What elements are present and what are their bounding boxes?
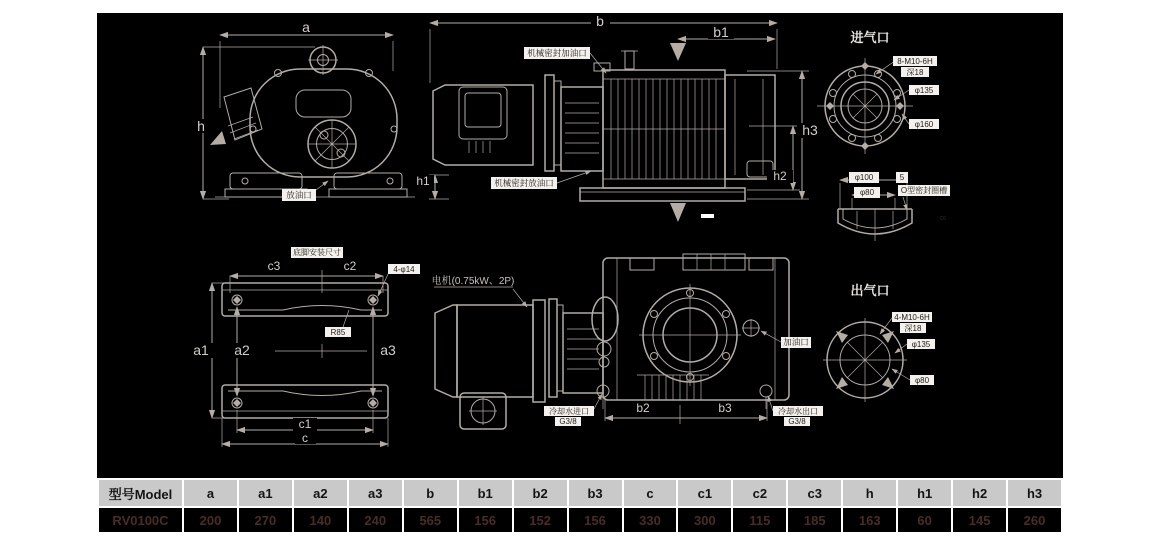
groove-width: 5 [899, 173, 905, 182]
dim-value-h3: 260 [1008, 508, 1061, 532]
col-header-a: a [184, 480, 237, 506]
dim-h-label: h [197, 118, 205, 134]
col-header-h2: h2 [953, 480, 1006, 506]
dim-c3-label: c3 [267, 259, 281, 273]
scale-dash [701, 214, 714, 218]
motor-body [457, 305, 533, 397]
col-header-h3: h3 [1008, 480, 1061, 506]
dim-h1-label: h1 [416, 174, 430, 188]
dim-a3-label: a3 [380, 342, 396, 358]
dim-h2-label: h2 [773, 169, 787, 183]
pump-end-cover [725, 75, 775, 179]
side-view-top [411, 13, 824, 222]
dimension-table [97, 478, 1063, 534]
water-out-label: 冷却水出口 [778, 407, 818, 416]
foot-plate-bottom [222, 385, 388, 418]
bearing-bracket-2 [563, 313, 603, 393]
dim-value-a: 200 [184, 508, 237, 532]
dim-value-a3: 240 [349, 508, 402, 532]
dim-value-c1: 300 [678, 508, 731, 532]
table-data-row [99, 508, 1061, 532]
water-outlet-port [760, 385, 772, 397]
table-header-row [99, 480, 1061, 506]
dim-value-c3: 185 [788, 508, 841, 532]
hole-callout: 4-φ14 [393, 265, 415, 274]
inlet-bolt-callout: 8-M10-6H [897, 57, 933, 66]
dim-c-label: c [302, 431, 308, 445]
dim-b3-label: b3 [718, 401, 732, 415]
flow-arrow [210, 131, 226, 145]
motor-terminal-box [459, 87, 507, 139]
front-view [192, 19, 415, 201]
fill-port-label: 加油口 [783, 337, 809, 347]
water-in-label: 冷却水进口 [549, 407, 589, 416]
dim-c2-label: c2 [343, 259, 357, 273]
dim-b1-label: b1 [713, 24, 729, 40]
col-header-b2: b2 [514, 480, 567, 506]
dim-value-b2: 152 [514, 508, 567, 532]
inlet-depth-callout: 深18 [906, 68, 924, 77]
dim-value-b: 565 [404, 508, 457, 532]
col-header-c3: c3 [788, 480, 841, 506]
col-header-a1: a1 [239, 480, 292, 506]
pump-body-2 [603, 258, 789, 400]
dim-b-label: b [596, 13, 604, 29]
foot-left [230, 173, 302, 189]
seal-fill-label: 机械密封加油口 [527, 48, 587, 58]
section-dia80: φ80 [859, 188, 875, 197]
dim-value-a2: 140 [294, 508, 347, 532]
col-header-b3: b3 [569, 480, 622, 506]
dim-value-h: 163 [843, 508, 896, 532]
inlet-flow-arrow [670, 43, 686, 61]
housing-window [296, 90, 351, 117]
foot-right [334, 173, 402, 189]
col-header-c1: c1 [678, 480, 731, 506]
motor-flange [533, 300, 545, 402]
section-dia100: φ100 [854, 173, 874, 182]
outlet-dia80: φ80 [914, 376, 930, 385]
col-header-a3: a3 [349, 480, 402, 506]
dim-h3-label: h3 [802, 122, 818, 138]
col-header-b: b [404, 480, 457, 506]
dim-value-b3: 156 [569, 508, 622, 532]
outlet-title: 出气口 [850, 283, 890, 298]
groove-label: O型密封圈槽 [900, 186, 948, 195]
coupling-flange-2 [549, 299, 557, 397]
inlet-dia160: φ160 [914, 120, 934, 129]
foot-mounting-view [189, 247, 420, 447]
motor-label: 电机(0.75kW、2P) [431, 276, 515, 287]
motor-2 [435, 305, 457, 397]
col-header-c2: c2 [733, 480, 786, 506]
oring-groove-section [838, 172, 950, 241]
col-header-h: h [843, 480, 896, 506]
side-view-bottom [432, 254, 823, 429]
radius-callout: R85 [330, 328, 346, 337]
water-out-thread: G3/8 [788, 417, 806, 426]
groove-depth: 8 [938, 215, 947, 221]
dim-b2-label: b2 [636, 401, 650, 415]
col-header-b1: b1 [459, 480, 512, 506]
model-value: RV0100C [99, 508, 182, 532]
seal-drain-label: 机械密封放油口 [494, 178, 554, 188]
foot-view-title: 底脚安装尺寸 [293, 248, 341, 257]
dim-value-b1: 156 [459, 508, 512, 532]
dim-a2-label: a2 [234, 342, 250, 358]
outlet-flange-view [823, 283, 935, 402]
inlet-dia135: φ135 [914, 86, 934, 95]
foot-plate-top [222, 283, 388, 316]
dim-a1-label: a1 [193, 342, 209, 358]
bearing-bracket [561, 87, 603, 171]
drain-port-label: 放油口 [286, 190, 312, 200]
dim-c1-label: c1 [298, 417, 312, 431]
col-header-c: c [624, 480, 677, 506]
coupling-flange [545, 75, 554, 171]
base-plate [580, 188, 745, 201]
dim-a-label: a [302, 19, 310, 35]
col-header-a2: a2 [294, 480, 347, 506]
dim-value-h2: 145 [953, 508, 1006, 532]
water-in-thread: G3/8 [559, 417, 577, 426]
pump-drawing [97, 13, 1063, 478]
outlet-depth-callout: 深18 [904, 324, 922, 333]
dim-value-c2: 115 [733, 508, 786, 532]
dim-value-c: 330 [624, 508, 677, 532]
dim-value-h1: 60 [898, 508, 951, 532]
sight-glass [592, 297, 618, 341]
outlet-dia135: φ135 [911, 340, 931, 349]
col-header-h1: h1 [898, 480, 951, 506]
outlet-flow-arrow [670, 203, 686, 222]
pump-housing-outline [250, 69, 397, 177]
inlet-flange-view [817, 30, 950, 241]
dim-value-a1: 270 [239, 508, 292, 532]
col-header-model: 型号Model [99, 480, 182, 506]
inlet-title: 进气口 [850, 30, 890, 45]
technical-drawing-panel [97, 13, 1063, 478]
outlet-bolt-callout: 4-M10-6H [894, 313, 930, 322]
